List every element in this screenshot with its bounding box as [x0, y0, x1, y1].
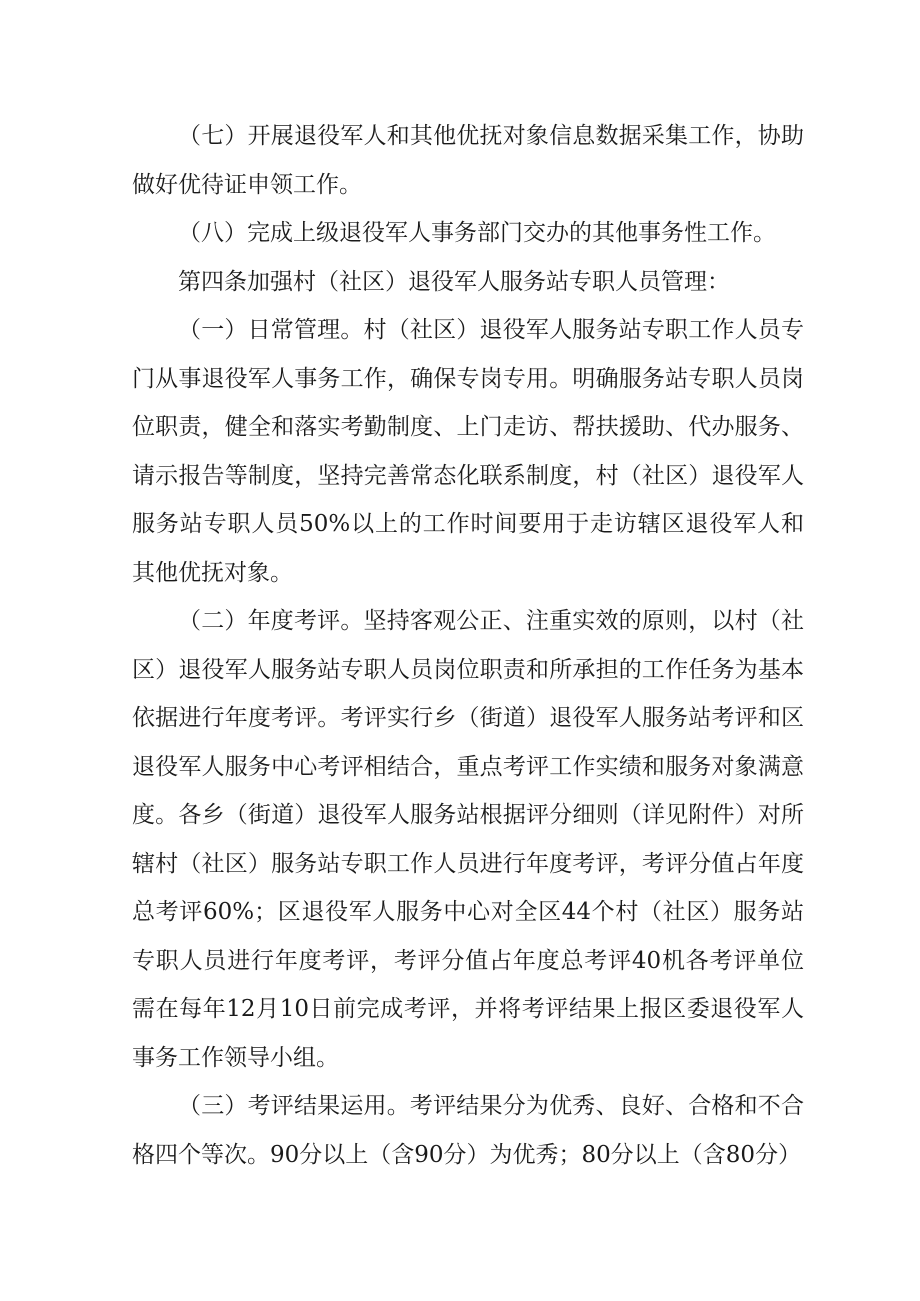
paragraph-daily-management: （一）日常管理。村（社区）退役军人服务站专职工作人员专门从事退役军人事务工作，确保专岗专用。明确服务站专职人员岗位职责，健全和落实考勤制度、上门走访、帮扶援助、代办服务、请示报告等制度，坚持完善常态化联系制度，村（社区）退役军人服务站专职人员50%以上的工作时间要用于走访辖区退役军人和其他优抚对象。 — [132, 317, 804, 586]
document-body — [132, 112, 804, 1179]
paragraph-item-8: （八）完成上级退役军人事务部门交办的其他事务性工作。 — [178, 220, 776, 246]
paragraph-evaluation-results: （三）考评结果运用。考评结果分为优秀、良好、合格和不合格四个等次。90分以上（含90分）为优秀；80分以上（含80分） — [132, 1093, 804, 1168]
article-4-heading: 第四条加强村（社区）退役军人服务站专职人员管理： — [178, 268, 730, 295]
paragraph-item-7: （七）开展退役军人和其他优抚对象信息数据采集工作，协助做好优待证申领工作。 — [132, 123, 804, 198]
paragraph-annual-evaluation: （二）年度考评。坚持客观公正、注重实效的原则，以村（社区）退役军人服务站专职人员岗位职责和所承担的工作任务为基本依据进行年度考评。考评实行乡（街道）退役军人服务站考评和区退役军人服务中心考评相结合，重点考评工作实绩和服务对象满意度。各乡（街道）退役军人服务站根据评分细则（详见附件）对所辖村（社区）服务站专职工作人员进行年度考评，考评分值占年度总考评60%；区退役军人服务中心对全区44个村（社区）服务站专职人员进行年度考评，考评分值占年度总考评40机各考评单位需在每年12月10日前完成考评，并将考评结果上报区委退役军人事务工作领导小组。 — [132, 608, 804, 1071]
